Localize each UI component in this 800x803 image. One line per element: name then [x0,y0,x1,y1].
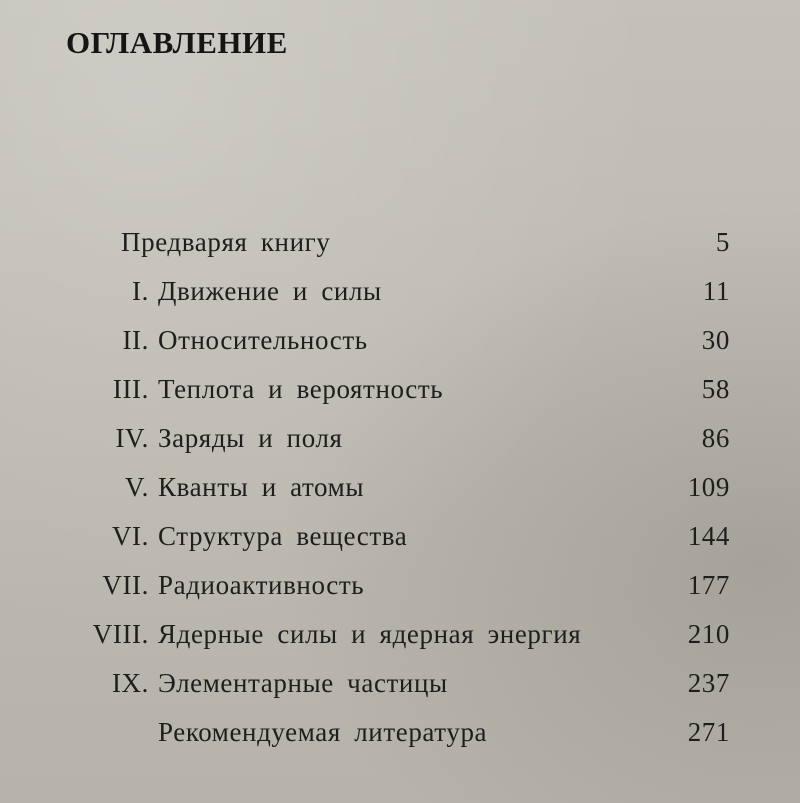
toc-entry-chapter-5 [0,463,800,512]
toc-entry-number: VIII. [92,619,149,649]
toc-entry-title: Элементарные частицы [158,668,448,698]
toc-entry-page: 5 [715,227,730,257]
toc-entry-number: VI. [111,521,149,551]
toc-entry-title: Радиоактивность [158,570,365,600]
toc-entry-chapter-3 [0,365,800,414]
toc-entry-page: 58 [701,374,730,404]
toc-entry-title: Ядерные силы и ядерная энергия [158,619,582,649]
toc-entry-page: 11 [702,276,730,306]
toc-entry-number: III. [112,374,149,404]
toc-entry-bibliography [0,708,800,757]
table-of-contents [0,218,800,757]
toc-entry-number: V. [125,472,149,502]
toc-entry-preface [0,218,800,267]
toc-entry-page: 271 [687,717,730,747]
toc-entry-page: 177 [687,570,730,600]
toc-entry-number: VII. [102,570,149,600]
toc-entry-title: Теплота и вероятность [158,374,444,404]
toc-entry-page: 30 [701,325,730,355]
toc-entry-title: Структура вещества [158,521,408,551]
toc-entry-chapter-9 [0,659,800,708]
toc-entry-chapter-8 [0,610,800,659]
toc-entry-title: Движение и силы [158,276,382,306]
toc-entry-page: 86 [701,423,730,453]
toc-entry-page: 144 [687,521,730,551]
toc-entry-title: Кванты и атомы [158,472,365,502]
toc-entry-chapter-6 [0,512,800,561]
toc-entry-chapter-4 [0,414,800,463]
toc-entry-number: IV. [115,423,149,453]
toc-heading: ОГЛАВЛЕНИЕ [66,25,288,60]
toc-entry-page: 109 [687,472,730,502]
toc-entry-number: IX. [111,668,149,698]
toc-entry-chapter-7 [0,561,800,610]
toc-entry-title: Рекомендуемая литература [158,717,488,747]
toc-entry-page: 210 [687,619,730,649]
toc-entry-page: 237 [687,668,730,698]
toc-entry-number: II. [122,325,149,355]
toc-entry-title: Предваряя книгу [121,227,331,257]
toc-entry-title: Заряды и поля [158,423,343,453]
toc-entry-title: Относительность [158,325,368,355]
toc-entry-chapter-1 [0,267,800,316]
toc-entry-number: I. [132,276,149,306]
toc-entry-chapter-2 [0,316,800,365]
